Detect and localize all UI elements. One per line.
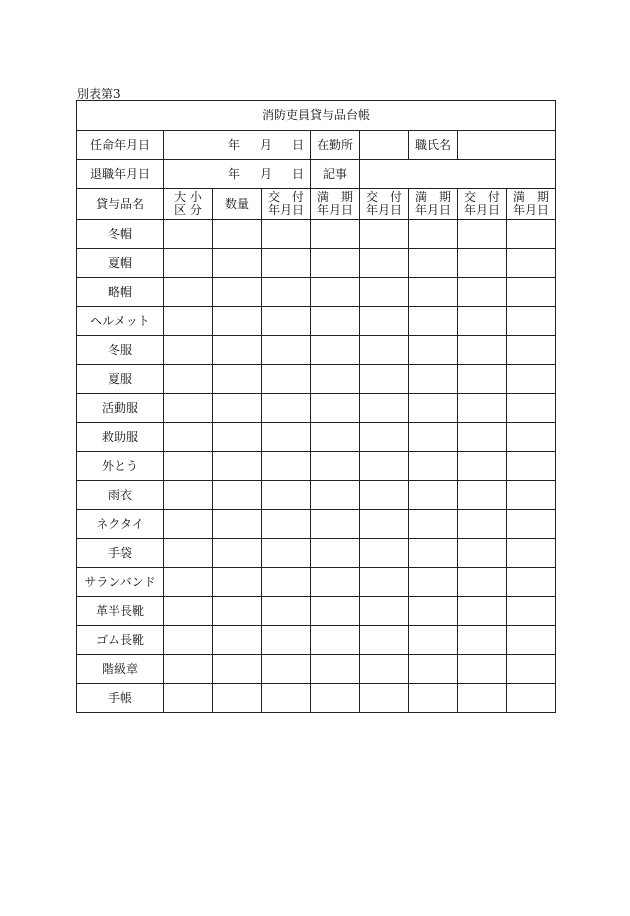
- issue-date-header-1: 交 付 年月日: [262, 189, 311, 220]
- entry-cell[interactable]: [164, 684, 213, 713]
- entry-cell[interactable]: [213, 249, 262, 278]
- retirement-row: [77, 160, 556, 189]
- year-label: 年: [228, 166, 241, 181]
- entry-cell[interactable]: [409, 568, 458, 597]
- entry-cell[interactable]: [311, 336, 360, 365]
- retirement-date-field[interactable]: [164, 160, 311, 189]
- entry-cell[interactable]: [311, 365, 360, 394]
- entry-cell[interactable]: [360, 336, 409, 365]
- entry-cell[interactable]: [409, 249, 458, 278]
- entry-cell[interactable]: [360, 249, 409, 278]
- entry-cell[interactable]: [164, 626, 213, 655]
- table-row: [77, 655, 556, 684]
- item-name-cell: サランバンド: [77, 568, 164, 597]
- entry-cell[interactable]: [311, 423, 360, 452]
- entry-cell[interactable]: [360, 278, 409, 307]
- entry-cell[interactable]: [360, 220, 409, 249]
- entry-cell[interactable]: [458, 394, 507, 423]
- item-rows: [77, 220, 556, 713]
- entry-cell[interactable]: [458, 423, 507, 452]
- entry-cell[interactable]: [311, 249, 360, 278]
- entry-cell[interactable]: [409, 394, 458, 423]
- entry-cell[interactable]: [409, 278, 458, 307]
- item-name-cell: 手袋: [77, 539, 164, 568]
- job-title-field[interactable]: [458, 131, 556, 160]
- entry-cell[interactable]: [262, 452, 311, 481]
- entry-cell[interactable]: [262, 510, 311, 539]
- workplace-label: 在勤所: [311, 131, 360, 160]
- entry-cell[interactable]: [458, 249, 507, 278]
- entry-cell[interactable]: [507, 684, 556, 713]
- entry-cell[interactable]: [458, 481, 507, 510]
- entry-cell[interactable]: [164, 539, 213, 568]
- year-label: 年: [228, 137, 241, 152]
- workplace-field[interactable]: [360, 131, 409, 160]
- entry-cell[interactable]: [507, 626, 556, 655]
- quantity-header: 数量: [213, 189, 262, 220]
- ledger-table: [76, 100, 556, 713]
- entry-cell[interactable]: [360, 626, 409, 655]
- entry-cell[interactable]: [213, 481, 262, 510]
- entry-cell[interactable]: [409, 365, 458, 394]
- entry-cell[interactable]: [360, 597, 409, 626]
- item-name-cell: 夏服: [77, 365, 164, 394]
- entry-cell[interactable]: [213, 655, 262, 684]
- entry-cell[interactable]: [213, 423, 262, 452]
- entry-cell[interactable]: [213, 626, 262, 655]
- entry-cell[interactable]: [164, 452, 213, 481]
- entry-cell[interactable]: [507, 220, 556, 249]
- item-name-cell: 革半長靴: [77, 597, 164, 626]
- entry-cell[interactable]: [507, 481, 556, 510]
- entry-cell[interactable]: [360, 423, 409, 452]
- entry-cell[interactable]: [507, 336, 556, 365]
- document-label: 別表第3: [77, 87, 121, 101]
- entry-cell[interactable]: [262, 539, 311, 568]
- entry-cell[interactable]: [311, 568, 360, 597]
- entry-cell[interactable]: [164, 481, 213, 510]
- entry-cell[interactable]: [311, 539, 360, 568]
- entry-cell[interactable]: [164, 278, 213, 307]
- table-row: [77, 452, 556, 481]
- appointment-date-label: 任命年月日: [77, 131, 164, 160]
- item-name-cell: 冬服: [77, 336, 164, 365]
- entry-cell[interactable]: [164, 336, 213, 365]
- table-row: [77, 278, 556, 307]
- table-row: [77, 539, 556, 568]
- entry-cell[interactable]: [262, 220, 311, 249]
- entry-cell[interactable]: [311, 220, 360, 249]
- entry-cell[interactable]: [262, 597, 311, 626]
- entry-cell[interactable]: [458, 336, 507, 365]
- entry-cell[interactable]: [507, 539, 556, 568]
- table-row: [77, 684, 556, 713]
- item-name-cell: 手帳: [77, 684, 164, 713]
- entry-cell[interactable]: [409, 510, 458, 539]
- appointment-date-field[interactable]: [164, 131, 311, 160]
- notes-label: 記事: [311, 160, 360, 189]
- table-row: [77, 336, 556, 365]
- entry-cell[interactable]: [458, 220, 507, 249]
- day-label: 日: [291, 137, 304, 152]
- item-name-cell: 救助服: [77, 423, 164, 452]
- entry-cell[interactable]: [164, 220, 213, 249]
- entry-cell[interactable]: [164, 365, 213, 394]
- entry-cell[interactable]: [458, 568, 507, 597]
- entry-cell[interactable]: [164, 307, 213, 336]
- entry-cell[interactable]: [262, 365, 311, 394]
- entry-cell[interactable]: [213, 510, 262, 539]
- entry-cell[interactable]: [458, 626, 507, 655]
- entry-cell[interactable]: [164, 423, 213, 452]
- entry-cell[interactable]: [213, 539, 262, 568]
- entry-cell[interactable]: [311, 452, 360, 481]
- entry-cell[interactable]: [507, 452, 556, 481]
- entry-cell[interactable]: [213, 220, 262, 249]
- item-name-cell: 略帽: [77, 278, 164, 307]
- item-name-cell: 冬帽: [77, 220, 164, 249]
- table-row: [77, 249, 556, 278]
- entry-cell[interactable]: [164, 394, 213, 423]
- issue-date-header-2: 交 付 年月日: [360, 189, 409, 220]
- entry-cell[interactable]: [409, 597, 458, 626]
- entry-cell[interactable]: [409, 655, 458, 684]
- table-row: [77, 481, 556, 510]
- item-name-cell: 階級章: [77, 655, 164, 684]
- month-label: 月: [259, 137, 272, 152]
- entry-cell[interactable]: [409, 481, 458, 510]
- entry-cell[interactable]: [507, 278, 556, 307]
- entry-cell[interactable]: [360, 568, 409, 597]
- entry-cell[interactable]: [213, 597, 262, 626]
- entry-cell[interactable]: [213, 684, 262, 713]
- entry-cell[interactable]: [507, 307, 556, 336]
- entry-cell[interactable]: [360, 481, 409, 510]
- entry-cell[interactable]: [164, 568, 213, 597]
- entry-cell[interactable]: [311, 684, 360, 713]
- entry-cell[interactable]: [507, 597, 556, 626]
- entry-cell[interactable]: [311, 655, 360, 684]
- entry-cell[interactable]: [311, 278, 360, 307]
- entry-cell[interactable]: [213, 365, 262, 394]
- entry-cell[interactable]: [262, 278, 311, 307]
- entry-cell[interactable]: [360, 365, 409, 394]
- entry-cell[interactable]: [213, 278, 262, 307]
- entry-cell[interactable]: [262, 626, 311, 655]
- entry-cell[interactable]: [360, 510, 409, 539]
- entry-cell[interactable]: [458, 684, 507, 713]
- month-label: 月: [259, 166, 272, 181]
- entry-cell[interactable]: [458, 278, 507, 307]
- entry-cell[interactable]: [213, 394, 262, 423]
- entry-cell[interactable]: [262, 307, 311, 336]
- entry-cell[interactable]: [409, 452, 458, 481]
- entry-cell[interactable]: [360, 452, 409, 481]
- entry-cell[interactable]: [409, 307, 458, 336]
- entry-cell[interactable]: [262, 394, 311, 423]
- entry-cell[interactable]: [164, 510, 213, 539]
- item-name-header: 貸与品名: [77, 189, 164, 220]
- entry-cell[interactable]: [311, 626, 360, 655]
- column-header-row: [77, 189, 556, 220]
- entry-cell[interactable]: [311, 307, 360, 336]
- entry-cell[interactable]: [213, 336, 262, 365]
- ledger-title: 消防吏員貸与品台帳: [77, 101, 556, 131]
- job-title-label: 職氏名: [409, 131, 458, 160]
- entry-cell[interactable]: [458, 307, 507, 336]
- entry-cell[interactable]: [311, 597, 360, 626]
- entry-cell[interactable]: [360, 307, 409, 336]
- entry-cell[interactable]: [409, 220, 458, 249]
- entry-cell[interactable]: [458, 365, 507, 394]
- item-name-cell: 活動服: [77, 394, 164, 423]
- item-name-cell: ゴム長靴: [77, 626, 164, 655]
- entry-cell[interactable]: [409, 626, 458, 655]
- entry-cell[interactable]: [458, 597, 507, 626]
- issue-date-header-3: 交 付 年月日: [458, 189, 507, 220]
- entry-cell[interactable]: [458, 510, 507, 539]
- item-name-cell: ヘルメット: [77, 307, 164, 336]
- entry-cell[interactable]: [311, 394, 360, 423]
- entry-cell[interactable]: [458, 452, 507, 481]
- entry-cell[interactable]: [360, 655, 409, 684]
- entry-cell[interactable]: [507, 568, 556, 597]
- expiry-date-header-1: 満 期 年月日: [311, 189, 360, 220]
- item-name-cell: 雨衣: [77, 481, 164, 510]
- table-row: [77, 394, 556, 423]
- table-row: [77, 365, 556, 394]
- entry-cell[interactable]: [507, 510, 556, 539]
- table-row: [77, 423, 556, 452]
- table-row: [77, 510, 556, 539]
- entry-cell[interactable]: [164, 249, 213, 278]
- entry-cell[interactable]: [360, 539, 409, 568]
- entry-cell[interactable]: [360, 394, 409, 423]
- entry-cell[interactable]: [262, 423, 311, 452]
- entry-cell[interactable]: [164, 655, 213, 684]
- appointment-row: [77, 131, 556, 160]
- day-label: 日: [291, 166, 304, 181]
- item-name-cell: 外とう: [77, 452, 164, 481]
- entry-cell[interactable]: [213, 307, 262, 336]
- entry-cell[interactable]: [409, 539, 458, 568]
- entry-cell[interactable]: [409, 423, 458, 452]
- entry-cell[interactable]: [409, 336, 458, 365]
- entry-cell[interactable]: [507, 249, 556, 278]
- expiry-date-header-2: 満 期 年月日: [409, 189, 458, 220]
- notes-field[interactable]: [360, 160, 556, 189]
- table-row: [77, 568, 556, 597]
- size-header: 大 小 区 分: [164, 189, 213, 220]
- entry-cell[interactable]: [262, 249, 311, 278]
- entry-cell[interactable]: [213, 452, 262, 481]
- entry-cell[interactable]: [409, 684, 458, 713]
- expiry-date-header-3: 満 期 年月日: [507, 189, 556, 220]
- entry-cell[interactable]: [458, 539, 507, 568]
- entry-cell[interactable]: [458, 655, 507, 684]
- table-row: [77, 626, 556, 655]
- entry-cell[interactable]: [507, 394, 556, 423]
- entry-cell[interactable]: [507, 423, 556, 452]
- entry-cell[interactable]: [262, 684, 311, 713]
- entry-cell[interactable]: [164, 597, 213, 626]
- entry-cell[interactable]: [262, 568, 311, 597]
- retirement-date-label: 退職年月日: [77, 160, 164, 189]
- entry-cell[interactable]: [262, 481, 311, 510]
- table-row: [77, 220, 556, 249]
- entry-cell[interactable]: [213, 568, 262, 597]
- entry-cell[interactable]: [262, 655, 311, 684]
- entry-cell[interactable]: [311, 481, 360, 510]
- entry-cell[interactable]: [507, 655, 556, 684]
- table-row: [77, 597, 556, 626]
- entry-cell[interactable]: [360, 684, 409, 713]
- item-name-cell: ネクタイ: [77, 510, 164, 539]
- entry-cell[interactable]: [311, 510, 360, 539]
- entry-cell[interactable]: [507, 365, 556, 394]
- item-name-cell: 夏帽: [77, 249, 164, 278]
- entry-cell[interactable]: [262, 336, 311, 365]
- table-row: [77, 307, 556, 336]
